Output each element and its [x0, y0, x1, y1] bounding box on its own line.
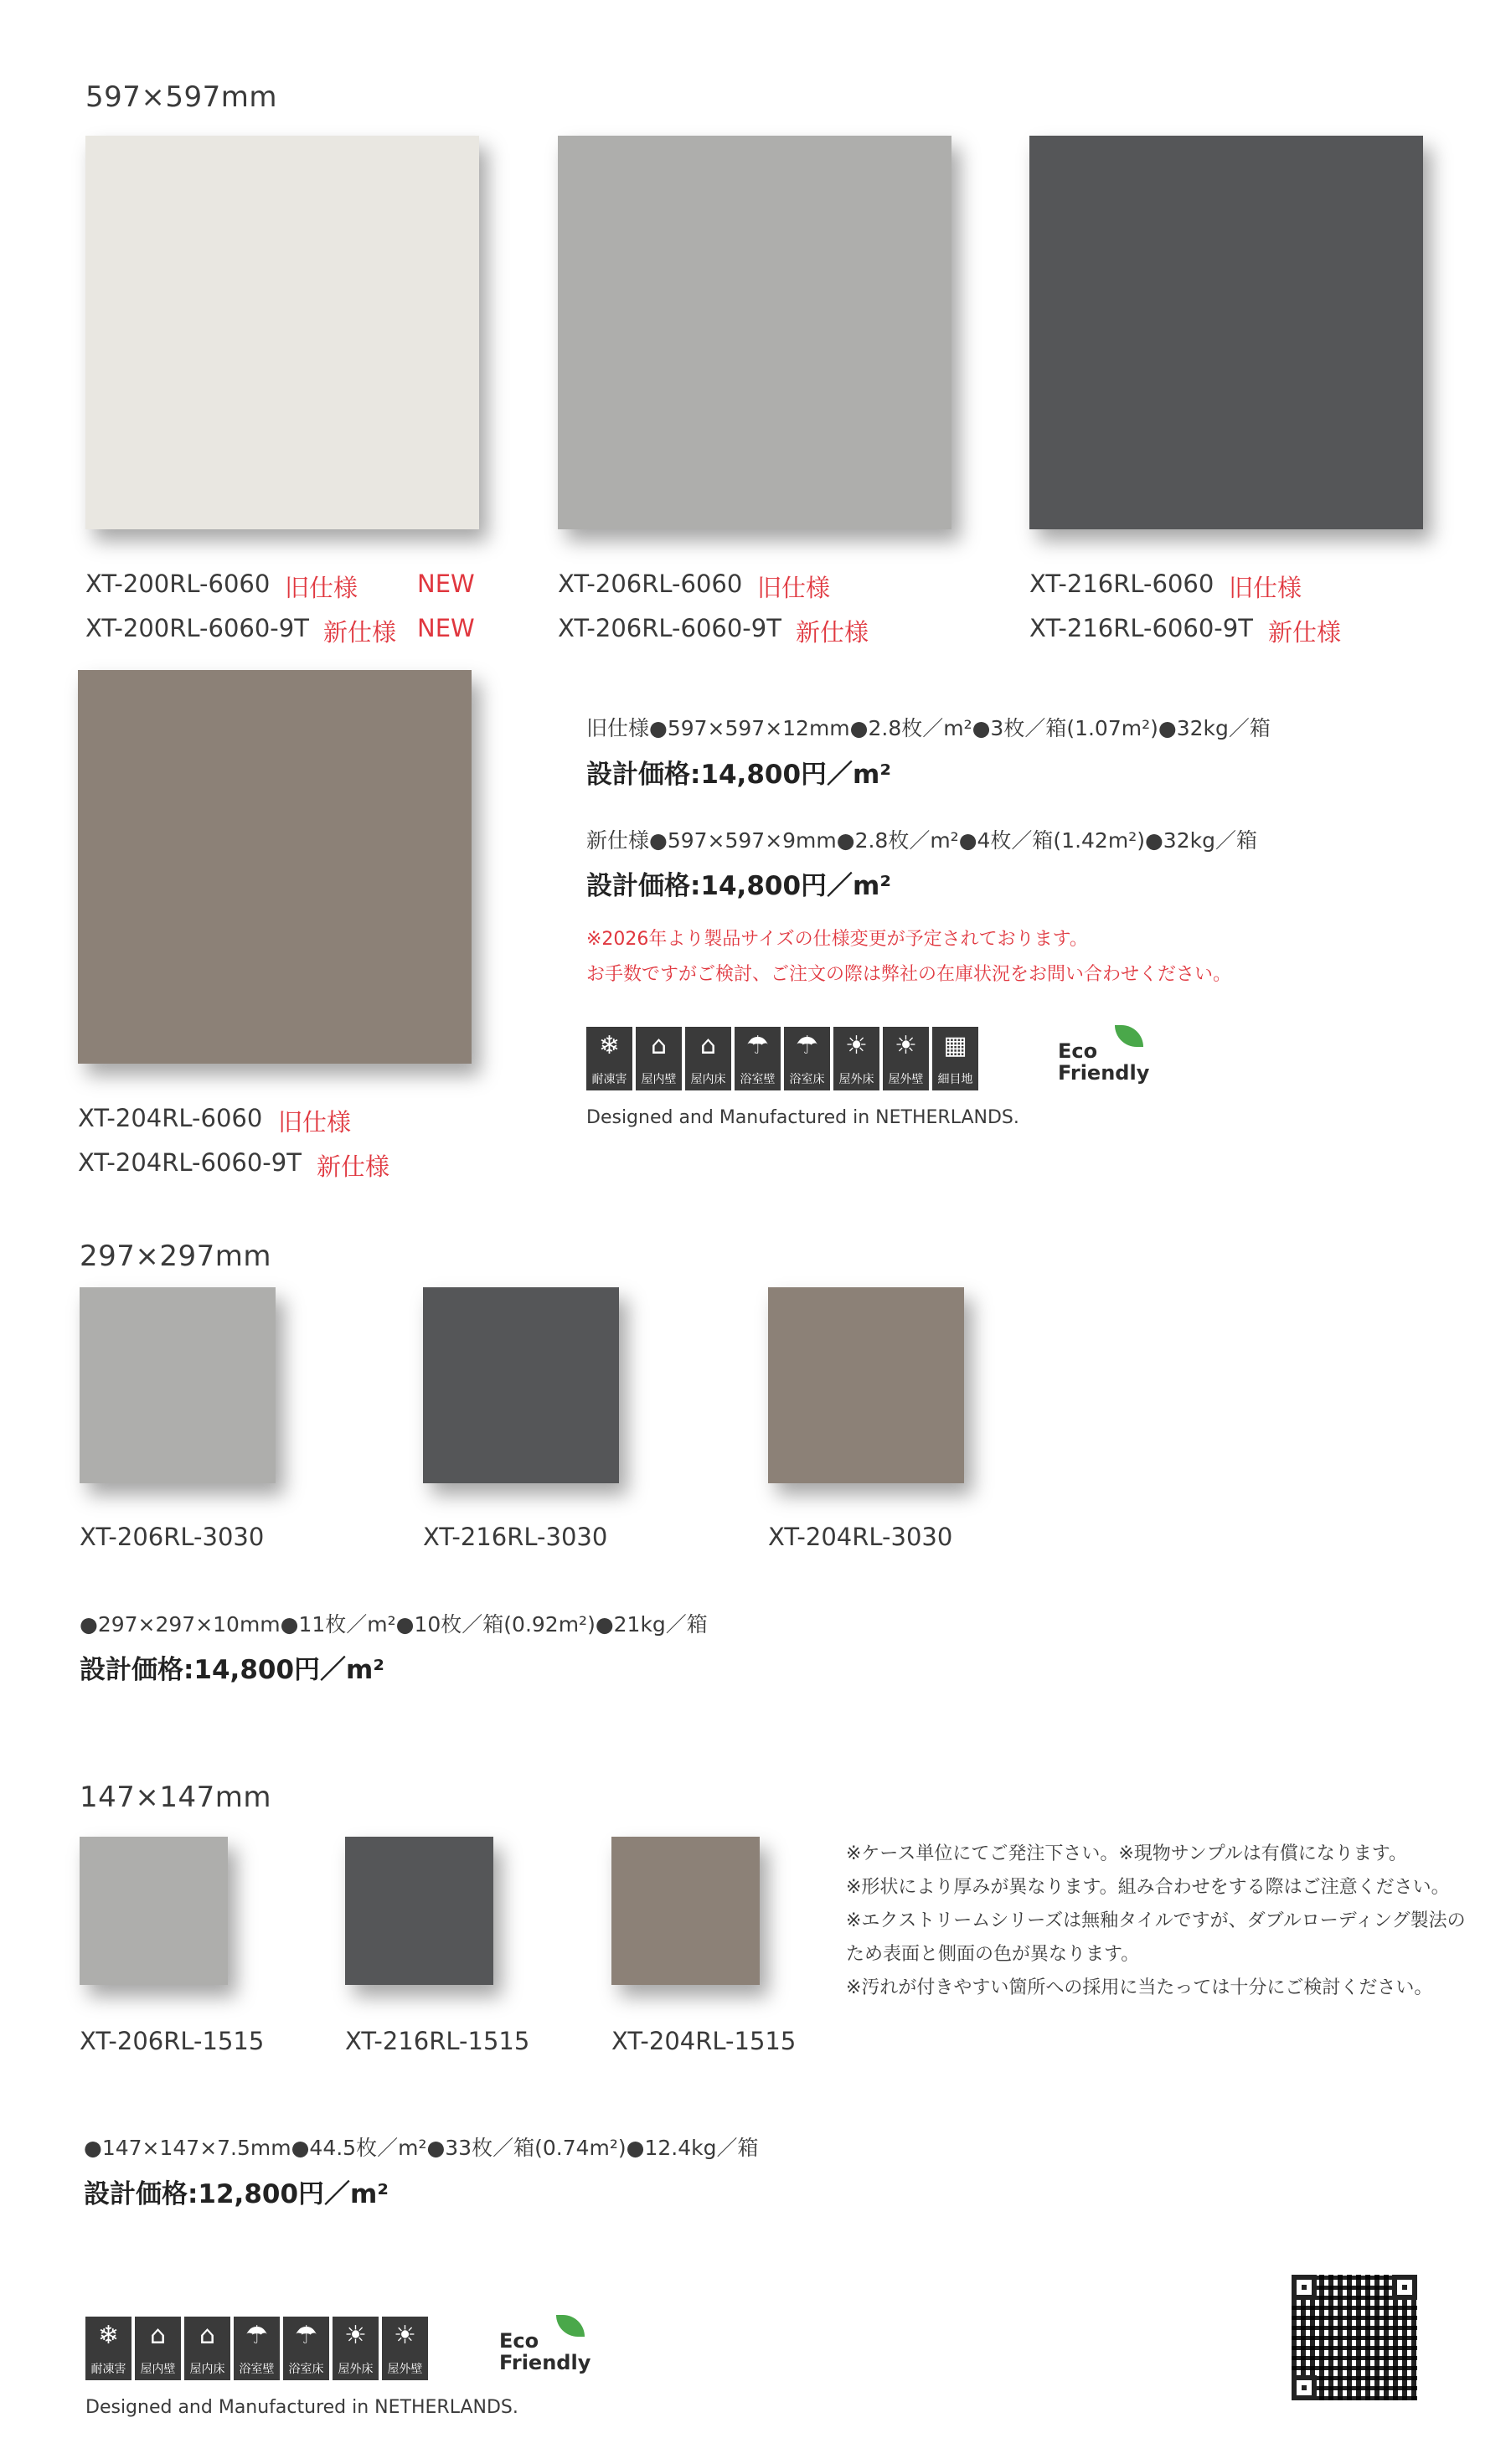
tile-xt-206rl-1515 [80, 1837, 228, 1985]
product-code: XT-206RL-1515 [80, 2027, 265, 2055]
icon-label: 屋外床 [838, 1073, 874, 1086]
qr-code[interactable] [1292, 2275, 1417, 2400]
product-code: XT-204RL-6060 [78, 1104, 263, 1132]
icon-glyph: ☂ [746, 1031, 769, 1060]
icon-glyph: ⌂ [699, 1031, 717, 1060]
icon-label: 浴室床 [288, 2363, 324, 2376]
icon-label: 屋内壁 [140, 2363, 176, 2376]
price-new: 設計価格:14,800円／m² [586, 871, 891, 901]
snowflake-icon [586, 1027, 632, 1090]
change-notice: ※2026年より製品サイズの仕様変更が予定されております。 [586, 929, 1088, 950]
tile-xt-216rl-3030 [423, 1287, 619, 1483]
product-code: XT-204RL-6060-9T [78, 1148, 302, 1177]
icon-label: 屋内床 [690, 1073, 726, 1086]
tile-xt-204rl [78, 670, 472, 1064]
eco-label: Eco Friendly [499, 2329, 591, 2374]
outdoor-floor-icon [833, 1027, 879, 1090]
icon-label: 細目地 [937, 1073, 973, 1086]
icon-glyph: ☀ [344, 2321, 367, 2350]
icon-label: 屋外壁 [387, 2363, 423, 2376]
icon-label: 屋内壁 [641, 1073, 677, 1086]
price-147: 設計価格:12,800円／m² [84, 2179, 389, 2209]
price-old: 設計価格:14,800円／m² [586, 760, 891, 790]
product-code: XT-200RL-6060 [85, 570, 271, 598]
icon-glyph: ❄ [598, 1031, 621, 1060]
note-line: ※ケース単位にてご発注下さい。※現物サンプルは有償になります。 [846, 1843, 1408, 1864]
tile-xt-206rl-3030 [80, 1287, 276, 1483]
icon-glyph: ⌂ [199, 2321, 216, 2350]
product-code: XT-216RL-3030 [423, 1523, 608, 1551]
bath-wall-icon [234, 2317, 280, 2380]
icon-label: 屋外床 [338, 2363, 374, 2376]
icon-glyph: ⌂ [650, 1031, 668, 1060]
tile-xt-216rl-1515 [345, 1837, 493, 1985]
tile-xt-204rl-3030 [768, 1287, 964, 1483]
eco-friendly-logo [499, 2315, 590, 2374]
product-code: XT-200RL-6060-9T [85, 614, 309, 642]
icon-label: 耐凍害 [90, 2363, 126, 2376]
eco-label: Eco Friendly [1058, 1039, 1150, 1085]
tile-xt-216rl [1029, 136, 1423, 529]
icon-glyph: ▦ [943, 1031, 967, 1060]
product-code: XT-216RL-6060 [1029, 570, 1214, 598]
new-spec-tag: 新仕様 [323, 618, 397, 647]
new-spec-tag: 新仕様 [796, 618, 869, 647]
note-line: ※形状により厚みが異なります。組み合わせをする際はご注意ください。 [846, 1877, 1450, 1898]
indoor-floor-icon [685, 1027, 731, 1090]
bath-floor-icon [283, 2317, 329, 2380]
product-code: XT-204RL-3030 [768, 1523, 953, 1551]
change-notice: お手数ですがご検討、ご注文の際は弊社の在庫状況をお問い合わせください。 [586, 964, 1232, 985]
usage-icons-bottom [85, 2317, 428, 2380]
icon-glyph: ☀ [394, 2321, 416, 2350]
new-spec-tag: 新仕様 [317, 1152, 390, 1181]
indoor-floor-icon [184, 2317, 230, 2380]
product-code: XT-216RL-6060-9T [1029, 614, 1253, 642]
old-spec-tag: 旧仕様 [757, 574, 831, 602]
note-line: ※エクストリームシリーズは無釉タイルですが、ダブルローディング製法の [846, 1910, 1466, 1931]
icon-label: 浴室床 [789, 1073, 825, 1086]
spec-old: 旧仕様●597×597×12mm●2.8枚／m²●3枚／箱(1.07m²)●32kg／箱 [586, 716, 1271, 740]
tile-xt-204rl-1515 [611, 1837, 760, 1985]
icon-glyph: ☂ [245, 2321, 268, 2350]
section-title-597: 597×597mm [85, 80, 278, 114]
product-code: XT-204RL-1515 [611, 2027, 797, 2055]
note-line: ため表面と側面の色が異なります。 [846, 1944, 1140, 1965]
outdoor-wall-icon [883, 1027, 929, 1090]
icon-label: 屋外壁 [888, 1073, 924, 1086]
bath-wall-icon [735, 1027, 781, 1090]
icon-glyph: ☂ [796, 1031, 818, 1060]
icon-glyph: ⌂ [149, 2321, 167, 2350]
price-297: 設計価格:14,800円／m² [80, 1655, 384, 1685]
icon-label: 耐凍害 [591, 1073, 627, 1086]
indoor-wall-icon [636, 1027, 682, 1090]
outdoor-wall-icon [382, 2317, 428, 2380]
new-badge: NEW [417, 570, 475, 598]
icon-label: 浴室壁 [740, 1073, 776, 1086]
icon-glyph: ☂ [295, 2321, 317, 2350]
bath-floor-icon [784, 1027, 830, 1090]
icon-label: 屋内床 [189, 2363, 225, 2376]
fine-joint-icon [932, 1027, 978, 1090]
spec-297: ●297×297×10mm●11枚／m²●10枚／箱(0.92m²)●21kg／箱 [80, 1612, 708, 1637]
outdoor-floor-icon [333, 2317, 379, 2380]
tile-xt-200rl [85, 136, 479, 529]
spec-147: ●147×147×7.5mm●44.5枚／m²●33枚／箱(0.74m²)●12.4kg／箱 [84, 2136, 759, 2160]
new-spec-tag: 新仕様 [1268, 618, 1342, 647]
made-in-label: Designed and Manufactured in NETHERLANDS. [586, 1107, 1019, 1128]
eco-friendly-logo [1058, 1025, 1149, 1084]
snowflake-icon [85, 2317, 132, 2380]
new-badge: NEW [417, 614, 475, 642]
old-spec-tag: 旧仕様 [1229, 574, 1302, 602]
old-spec-tag: 旧仕様 [285, 574, 358, 602]
icon-glyph: ☀ [895, 1031, 917, 1060]
made-in-label: Designed and Manufactured in NETHERLANDS. [85, 2397, 518, 2418]
usage-icons [586, 1027, 978, 1090]
indoor-wall-icon [135, 2317, 181, 2380]
icon-glyph: ☀ [845, 1031, 868, 1060]
icon-label: 浴室壁 [239, 2363, 275, 2376]
product-code: XT-216RL-1515 [345, 2027, 530, 2055]
product-code: XT-206RL-3030 [80, 1523, 265, 1551]
product-code: XT-206RL-6060 [558, 570, 743, 598]
note-line: ※汚れが付きやすい箇所への採用に当たっては十分にご検討ください。 [846, 1977, 1433, 1998]
icon-glyph: ❄ [97, 2321, 120, 2350]
old-spec-tag: 旧仕様 [278, 1108, 352, 1137]
spec-new: 新仕様●597×597×9mm●2.8枚／m²●4枚／箱(1.42m²)●32kg／箱 [586, 828, 1257, 853]
tile-xt-206rl [558, 136, 951, 529]
section-title-297: 297×297mm [80, 1240, 272, 1273]
product-code: XT-206RL-6060-9T [558, 614, 781, 642]
section-title-147: 147×147mm [80, 1781, 272, 1814]
